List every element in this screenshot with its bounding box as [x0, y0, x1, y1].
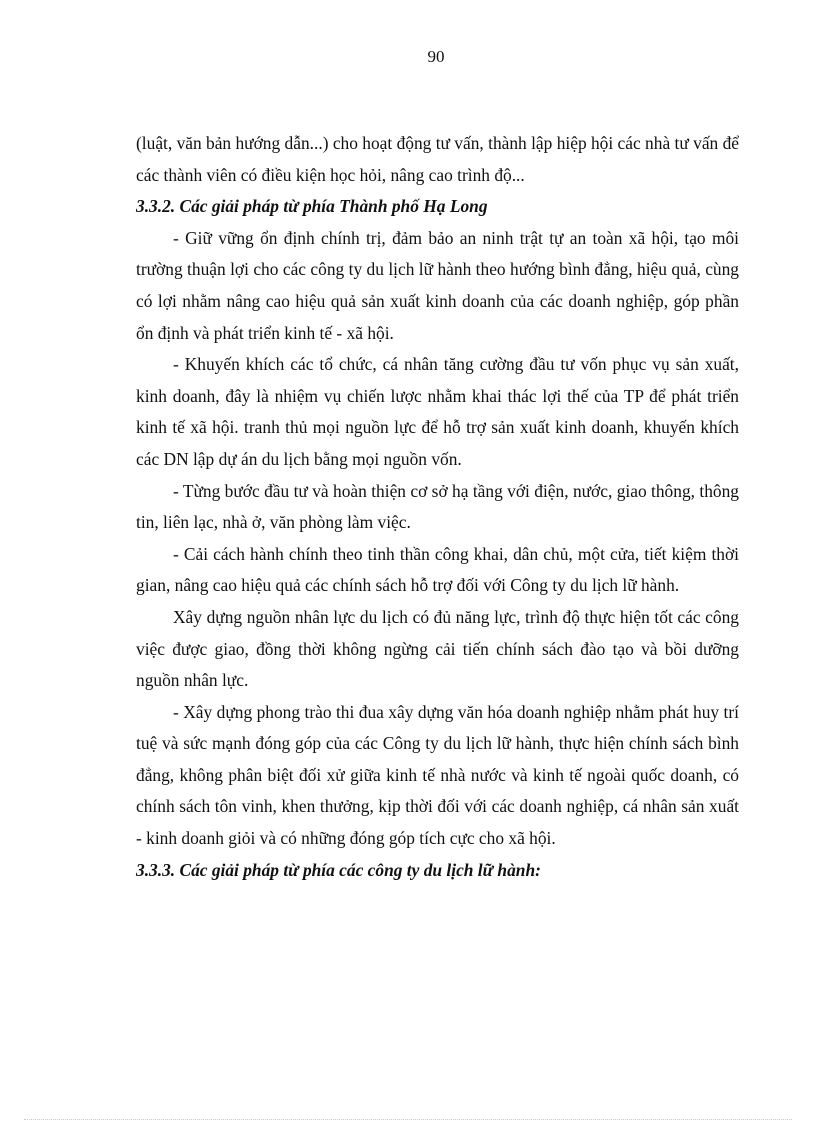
intro-paragraph: (luật, văn bản hướng dẫn...) cho hoạt động tư vấn, thành lập hiệp hội các nhà tư vấn để các thành viên có điều kiện học hỏi, nâng cao trình độ...: [136, 133, 739, 185]
page-bottom-divider: [24, 1119, 792, 1120]
section-heading-3-3-2: 3.3.2. Các giải pháp từ phía Thành phố Hạ Long: [136, 196, 488, 217]
paragraph-investment-encouragement: - Khuyến khích các tổ chức, cá nhân tăng cường đầu tư vốn phục vụ sản xuất, kinh doanh, đây là nhiệm vụ chiến lược nhằm khai thác lợi thế của TP để phát triển kinh tế xã hội. tranh thủ mọi nguồn lực để hỗ trợ sản xuất kinh doanh, khuyến khích các DN lập dự án du lịch bằng mọi nguồn vốn.: [136, 354, 739, 469]
document-body: [136, 128, 739, 886]
page-number: 90: [427, 47, 445, 66]
paragraph-human-resources: Xây dựng nguồn nhân lực du lịch có đủ năng lực, trình độ thực hiện tốt các công việc được giao, đồng thời không ngừng cải tiến chính sách đào tạo và bồi dưỡng nguồn nhân lực.: [136, 606, 739, 691]
section-heading-3-3-3: 3.3.3. Các giải pháp từ phía các công ty du lịch lữ hành:: [136, 859, 541, 880]
paragraph-business-culture: - Xây dựng phong trào thi đua xây dựng văn hóa doanh nghiệp nhằm phát huy trí tuệ và sức mạnh đóng góp của các Công ty du lịch lữ hành, thực hiện chính sách bình đẳng, không phân biệt đối xử giữa kinh tế nhà nước và kinh tế ngoài quốc doanh, có chính sách tôn vinh, khen thưởng, kịp thời đối với các doanh nghiệp, cá nhân sản xuất - kinh doanh giỏi và có những đóng góp tích cực cho xã hội.: [136, 701, 739, 849]
paragraph-administrative-reform: - Cải cách hành chính theo tinh thần công khai, dân chủ, một cửa, tiết kiệm thời gian, nâng cao hiệu quả các chính sách hỗ trợ đối với Công ty du lịch lữ hành.: [136, 543, 739, 596]
paragraph-infrastructure: - Từng bước đầu tư và hoàn thiện cơ sở hạ tầng với điện, nước, giao thông, thông tin, liên lạc, nhà ở, văn phòng làm việc.: [136, 480, 739, 533]
paragraph-political-stability: - Giữ vững ổn định chính trị, đảm bảo an ninh trật tự an toàn xã hội, tạo môi trường thuận lợi cho các công ty du lịch lữ hành theo hướng bình đẳng, hiệu quả, cùng có lợi nhằm nâng cao hiệu quả sản xuất kinh doanh của các doanh nghiệp, góp phần ổn định và phát triển kinh tế - xã hội.: [136, 227, 739, 343]
